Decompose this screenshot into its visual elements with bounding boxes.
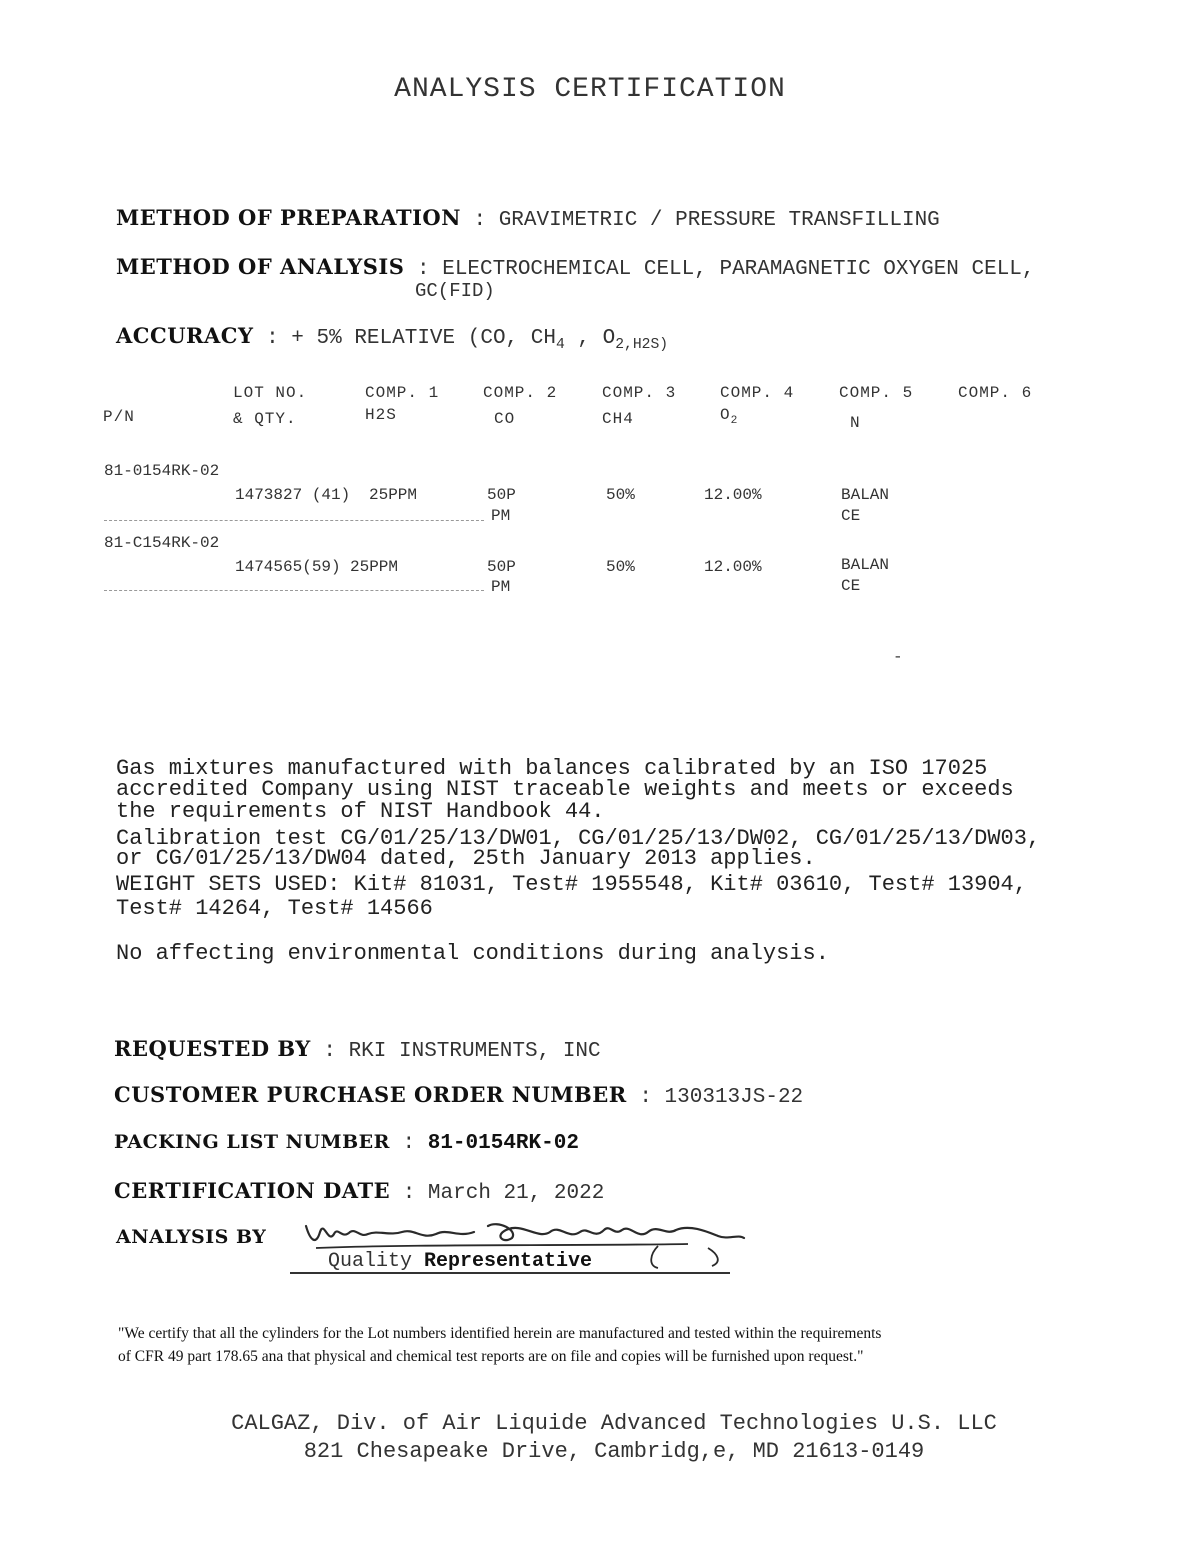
notes-line-1: Gas mixtures manufactured with balances calibrated by an ISO 17025: [116, 756, 988, 781]
method-preparation-value: GRAVIMETRIC / PRESSURE TRANSFILLING: [498, 209, 940, 232]
analysis-by-role-bold: Representative: [424, 1250, 593, 1273]
notes-line-6: WEIGHT SETS USED: Kit# 81031, Test# 1955548, Kit# 03610, Test# 13904,: [116, 872, 1027, 897]
analysis-by-label-text: ANALYSIS BY: [116, 1226, 267, 1248]
header-gas-2: CO: [494, 410, 516, 428]
requested-by-row: [114, 1036, 601, 1063]
row-2-pn: 81-C154RK-02: [104, 534, 220, 552]
notes-line-4: Calibration test CG/01/25/13/DW01, CG/01/25/13/DW02, CG/01/25/13/DW03,: [116, 826, 1041, 851]
packing-list-row: [114, 1131, 579, 1155]
header-lot-2: & QTY.: [233, 410, 297, 428]
header-gas-3: CH4: [602, 410, 634, 428]
row-1-comp-3: 50%: [606, 486, 635, 504]
footer-line-2: 821 Chesapeake Drive, Cambridg,e, MD 21613-0149: [303, 1439, 925, 1464]
method-preparation-sep: :: [460, 209, 499, 232]
analysis-by-role-plain: Quality: [328, 1250, 425, 1273]
method-analysis-value-1: ELECTROCHEMICAL CELL, PARAMAGNETIC OXYGEN CELL,: [442, 258, 1035, 281]
header-gas-4-sub: 2: [730, 414, 739, 427]
method-analysis-label: METHOD OF ANALYSIS: [116, 254, 405, 279]
row-1-pn: 81-0154RK-02: [104, 462, 220, 480]
method-preparation-row: [116, 205, 940, 232]
footer-line-1: CALGAZ, Div. of Air Liquide Advanced Technologies U.S. LLC: [231, 1411, 997, 1436]
notes-line-2: accredited Company using NIST traceable weights and meets or exceeds: [116, 777, 1014, 802]
cert-date-value: March 21, 2022: [427, 1182, 605, 1205]
analysis-by-label: [116, 1226, 266, 1249]
header-comp-2: COMP. 2: [483, 384, 558, 402]
cert-date-sep: :: [390, 1182, 428, 1205]
po-number-sep: :: [626, 1086, 665, 1109]
document-title: ANALYSIS CERTIFICATION: [394, 74, 786, 105]
packing-list-sep: :: [389, 1132, 428, 1155]
row-1-comp-2b: PM: [491, 507, 511, 525]
notes-line-8: No affecting environmental conditions during analysis.: [116, 941, 829, 966]
header-comp-5: COMP. 5: [839, 384, 914, 402]
requested-by-sep: :: [310, 1040, 349, 1063]
requested-by-value: RKI INSTRUMENTS, INC: [348, 1040, 601, 1063]
row-2-comp-1: 25PPM: [350, 558, 399, 576]
accuracy-row: [116, 323, 668, 353]
header-comp-4: COMP. 4: [720, 384, 795, 402]
row-1-comp-5b: CE: [841, 507, 861, 525]
method-analysis-sep: :: [404, 258, 443, 281]
accuracy-sub-2: 2,H2S): [615, 337, 669, 354]
row-2-comp-2a: 50P: [487, 558, 516, 576]
certify-line-2: of CFR 49 part 178.65 ana that physical and chemical test reports are on file and copies will be furnished upon request.": [118, 1348, 864, 1365]
header-gas-4-text: O: [720, 406, 731, 424]
cert-date-label: CERTIFICATION DATE: [114, 1178, 391, 1203]
header-gas-5: N: [850, 414, 861, 432]
cert-date-row: [114, 1178, 604, 1205]
po-number-row: [114, 1082, 803, 1109]
row-2-comp-3: 50%: [606, 558, 635, 576]
row-1-comp-2a: 50P: [487, 486, 516, 504]
accuracy-sub-1: 4: [555, 337, 565, 354]
row-2-comp-4: 12.00%: [704, 558, 762, 576]
row-2-divider: [104, 590, 484, 591]
method-analysis-row: [116, 254, 1035, 281]
packing-list-value: 81-0154RK-02: [427, 1132, 579, 1155]
header-comp-3: COMP. 3: [602, 384, 677, 402]
row-1-comp-5a: BALAN: [841, 486, 890, 504]
accuracy-label: ACCURACY: [116, 323, 254, 348]
row-2-lot: 1474565(59): [235, 558, 341, 576]
row-1-divider: [104, 520, 484, 521]
accuracy-prefix: : + 5% RELATIVE (CO, CH: [253, 327, 556, 350]
notes-line-3: the requirements of NIST Handbook 44.: [116, 799, 605, 824]
row-2-comp-2b: PM: [491, 578, 511, 596]
po-number-value: 130313JS-22: [664, 1086, 804, 1109]
header-comp-6: COMP. 6: [958, 384, 1033, 402]
signature-line: [290, 1272, 730, 1274]
stray-mark: -: [893, 648, 903, 666]
header-lot-1: LOT NO.: [233, 384, 308, 402]
accuracy-mid: , O: [564, 327, 616, 350]
row-1-comp-1: 25PPM: [369, 486, 418, 504]
row-2-comp-5b: CE: [841, 577, 861, 595]
header-comp-1: COMP. 1: [365, 384, 440, 402]
header-gas-1: H2S: [365, 406, 397, 424]
row-1-comp-4: 12.00%: [704, 486, 762, 504]
analysis-by-role: [328, 1250, 592, 1273]
row-1-lot: 1473827 (41): [235, 486, 351, 504]
header-pn: P/N: [103, 408, 135, 426]
requested-by-label: REQUESTED BY: [114, 1036, 311, 1061]
po-number-label: CUSTOMER PURCHASE ORDER NUMBER: [114, 1082, 627, 1107]
packing-list-label: PACKING LIST NUMBER: [114, 1131, 390, 1153]
notes-line-5: or CG/01/25/13/DW04 dated, 25th January 2013 applies.: [116, 846, 816, 871]
method-analysis-value-2: GC(FID): [415, 280, 495, 302]
notes-line-7: Test# 14264, Test# 14566: [116, 896, 433, 921]
certify-line-1: "We certify that all the cylinders for the Lot numbers identified herein are manufactured and tested within the requirements: [118, 1325, 882, 1342]
method-preparation-label: METHOD OF PREPARATION: [116, 205, 461, 230]
row-2-comp-5a: BALAN: [841, 556, 890, 574]
header-gas-4: [720, 406, 738, 427]
